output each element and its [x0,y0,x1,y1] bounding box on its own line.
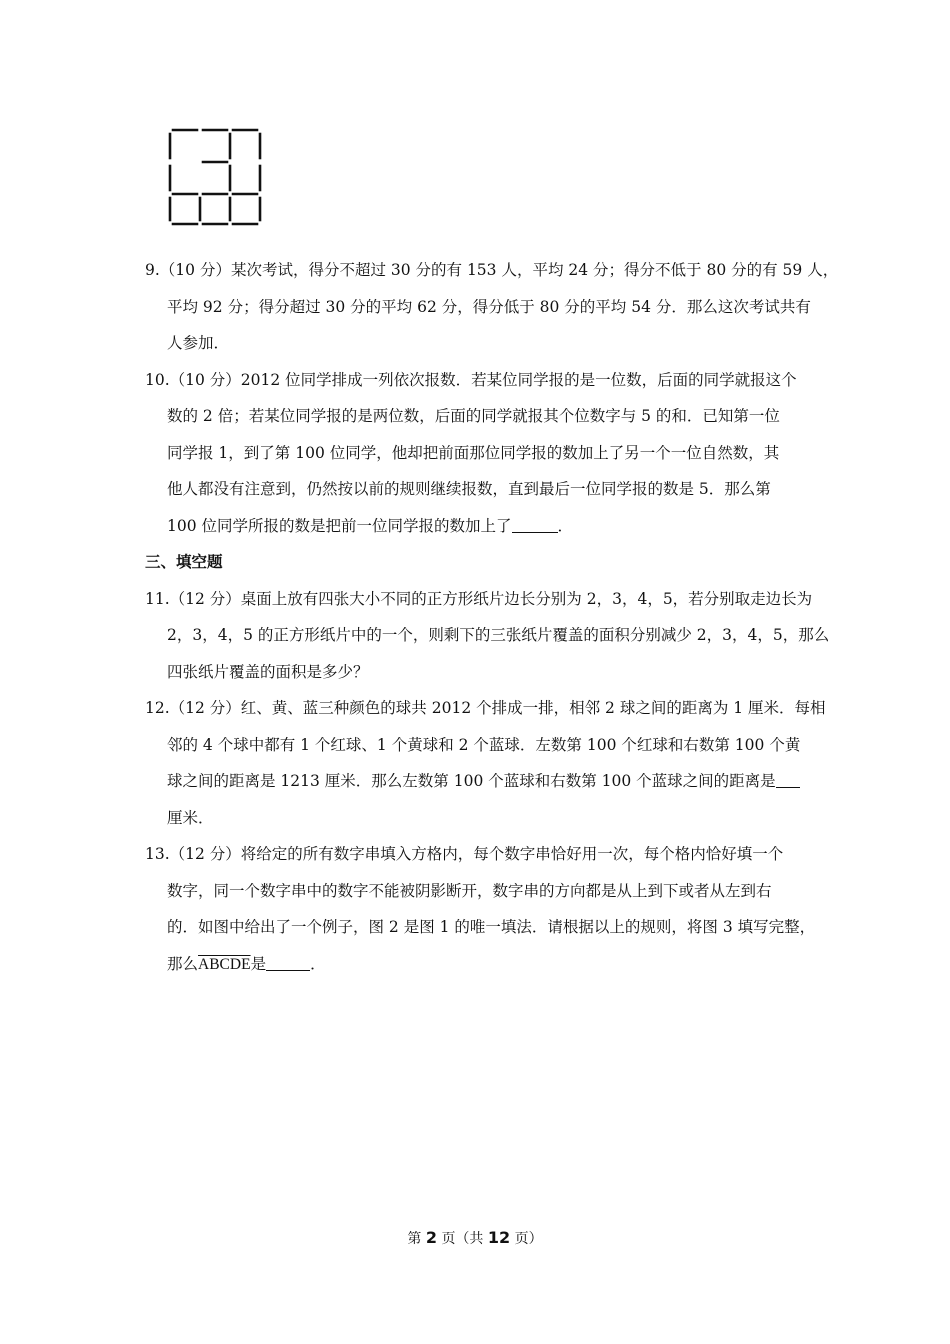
footer-pre: 第 [407,1231,422,1247]
q11-line-2: 2，3，4，5 的正方形纸片中的一个，则剩下的三张纸片覆盖的面积分别减少 2，3，4，5，那么 [167,626,830,644]
answer-blank [776,772,800,789]
question-11 [145,581,830,691]
q12-line-1: 12.（12 分）红、黄、蓝三种颜色的球共 2012 个排成一排，相邻 2 球之间的距离为 1 厘米．每相 [145,699,826,717]
answer-blank [266,954,310,971]
q13-line-4-end: ． [310,954,326,973]
question-10 [145,362,815,545]
q10-line-2: 数的 2 倍；若某位同学报的是两位数，后面的同学就报其个位数字与 5 的和．已知第一位 [167,407,780,425]
q13-line-1: 13.（12 分）将给定的所有数字串填入方格内，每个数字串恰好用一次，每个格内恰好填一个 [145,845,784,863]
current-page-number: 2 [425,1228,437,1247]
matchstick-figure [160,120,270,230]
q12-line-3-text: 球之间的距离是 1213 厘米．那么左数第 100 个蓝球和右数第 100 个蓝球之间的距离是 [167,772,776,790]
q10-line-3: 同学报 1，到了第 100 位同学，他却把前面那位同学报的数加上了另一个一位自然数，其 [167,443,780,462]
q10-line-5 [145,508,815,545]
page-footer [0,1228,950,1248]
q11-line-3: 四张纸片覆盖的面积是多少？ [167,662,369,681]
q9-line-2: 平均 92 分；得分超过 30 分的平均 62 分，得分低于 80 分的平均 54 分．那么这次考试共有 [167,297,811,316]
q12-line-4: 厘米． [167,808,214,827]
footer-post: 页） [514,1231,543,1247]
q13-line-4-pre: 那么 [167,954,199,973]
questions [145,252,839,983]
q13-line-3: 的．如图中给出了一个例子，图 2 是图 1 的唯一填法．请根据以上的规则，将图 3 填写完整， [167,918,816,936]
question-12 [145,690,826,836]
abcde-number: ABCDE [198,955,251,973]
q12-line-2: 邻的 4 个球中都有 1 个红球、1 个黄球和 2 个蓝球．左数第 100 个红球和右数第 100 个黄 [167,735,801,754]
q10-line-5-text: 100 位同学所报的数是把前一位同学报的数加上了 [167,516,512,535]
q11-line-1: 11.（12 分）桌面上放有四张大小不同的正方形纸片边长分别为 2，3，4，5，若分别取走边长为 [145,589,813,608]
q10-line-4: 他人都没有注意到，仍然按以前的规则继续报数，直到最后一位同学报的数是 5．那么第 [167,480,771,498]
q10-line-5-end: ． [557,516,574,535]
q12-line-3 [145,763,815,800]
q13-line-2: 数字，同一个数字串中的数字不能被阴影断开，数字串的方向都是从上到下或者从左到右 [167,881,772,900]
total-page-number: 12 [487,1228,511,1247]
q9-line-3: 人参加． [167,334,230,352]
q13-line-4-mid: 是 [250,954,267,973]
question-9 [145,252,839,362]
q10-line-1: 10.（10 分）2012 位同学排成一列依次报数．若某位同学报的是一位数，后面的同学就报这个 [145,370,797,389]
footer-mid: 页（共 [441,1231,484,1247]
answer-blank [512,516,558,533]
section-heading: 三、填空题 [145,553,223,571]
q9-line-1: 9.（10 分）某次考试，得分不超过 30 分的有 153 人，平均 24 分；得分不低于 80 分的有 59 人， [145,261,839,279]
q13-line-4 [145,946,815,984]
question-13 [145,836,815,983]
